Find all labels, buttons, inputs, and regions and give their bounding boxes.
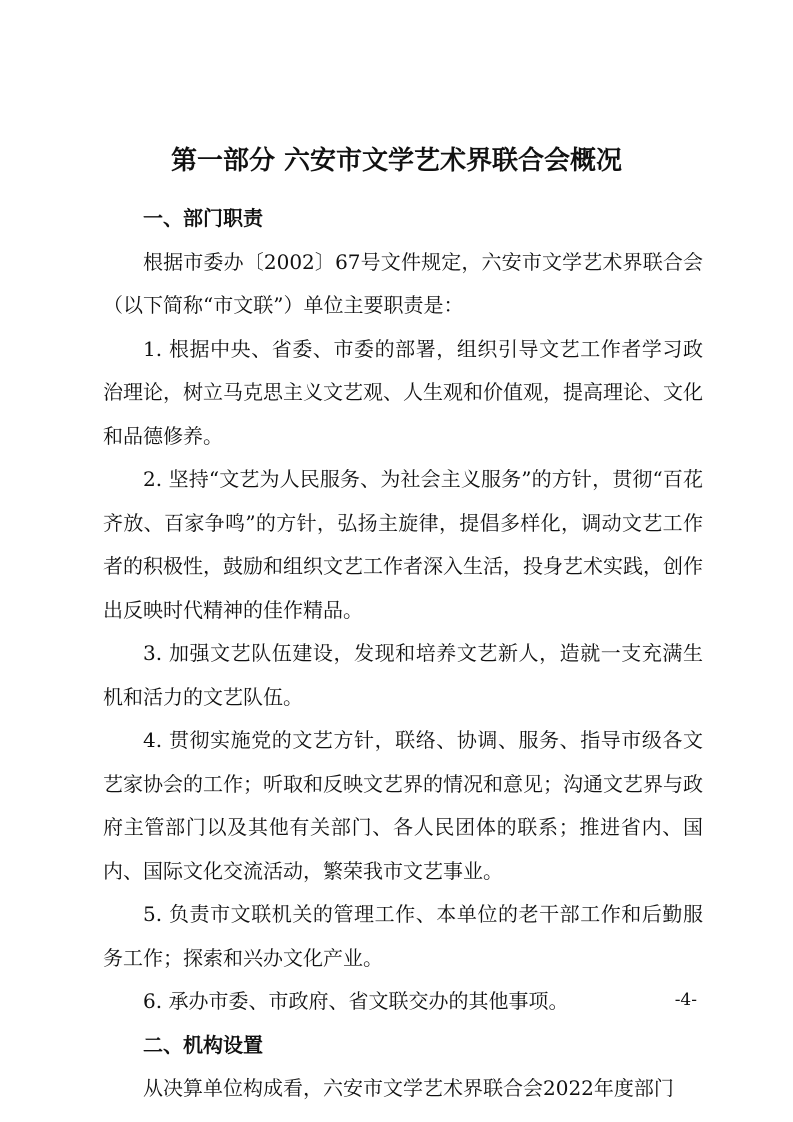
section-heading-duties: 一、部门职责	[143, 206, 263, 230]
section-heading-structure: 二、机构设置	[143, 1032, 263, 1057]
page-title: 第一部分 六安市文学艺术界联合会概况	[170, 146, 623, 176]
duty-item-3: 3. 加强文艺队伍建设，发现和培养文艺新人，造就一支充满生机和活力的文艺队伍。	[103, 641, 703, 709]
page-number: -4-	[674, 990, 697, 1010]
duty-item-2: 2. 坚持“文艺为人民服务、为社会主义服务”的方针，贯彻“百花齐放、百家争鸣”的方针，弘扬主旋律，提倡多样化，调动文艺工作者的积极性，鼓励和组织文艺工作者深入生活，投身艺术实践，创作出反映时代精神的佳作精品。	[103, 467, 703, 622]
duty-item-6: 6. 承办市委、市政府、省文联交办的其他事项。	[143, 989, 569, 1013]
structure-paragraph: 从决算单位构成看，六安市文学艺术界联合会2022年度部门	[143, 1076, 674, 1100]
duty-item-4: 4. 贯彻实施党的文艺方针，联络、协调、服务、指导市级各文艺家协会的工作；听取和反映文艺界的情况和意见；沟通文艺界与政府主管部门以及其他有关部门、各人民团体的联系；推进省内、国内、国际文化交流活动，繁荣我市文艺事业。	[103, 728, 703, 883]
duty-item-5: 5. 负责市文联机关的管理工作、本单位的老干部工作和后勤服务工作；探索和兴办文化产业。	[103, 902, 703, 970]
duty-item-1: 1. 根据中央、省委、市委的部署，组织引导文艺工作者学习政治理论，树立马克思主义文艺观、人生观和价值观，提高理论、文化和品德修养。	[103, 336, 703, 448]
intro-paragraph: 根据市委办〔2002〕67号文件规定，六安市文学艺术界联合会（以下简称“市文联”）单位主要职责是：	[103, 249, 703, 317]
body-text	[103, 197, 703, 1111]
